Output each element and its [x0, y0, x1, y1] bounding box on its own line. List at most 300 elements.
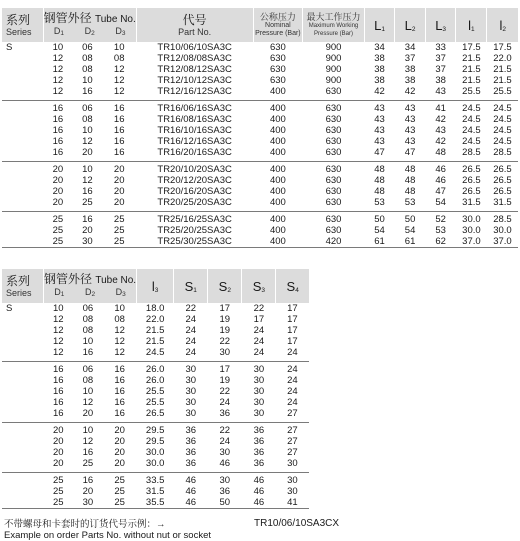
table-cell: 48 — [435, 147, 446, 158]
table-cell: 43 — [374, 114, 385, 125]
d3-header: D3 — [115, 25, 126, 37]
series-cell: S — [6, 303, 13, 314]
table-cell: 16 — [82, 447, 94, 458]
series-cell — [2, 436, 43, 447]
table-cell: 12 — [52, 53, 64, 64]
table-cell: TR12/08/12SA3C — [157, 64, 232, 75]
table-cell: 25 — [43, 236, 73, 248]
table-cell: 06 — [82, 303, 94, 314]
table-cell: 17 — [208, 362, 242, 376]
table-cell: 46 — [242, 473, 276, 487]
table-cell: TR25/30/25SA3C — [136, 236, 253, 248]
table-cell: 20 — [114, 436, 125, 447]
table-cell: 22 — [185, 303, 197, 314]
table-cell: TR16/10/16SA3C — [157, 125, 232, 136]
table-row — [2, 136, 518, 147]
table-cell: 30.0 — [462, 225, 481, 236]
table-cell: 48 — [374, 186, 385, 197]
table-cell: 21.5 — [493, 64, 512, 75]
table-cell: 400 — [269, 114, 286, 125]
table-cell: 37 — [435, 64, 446, 75]
table-cell: 17 — [287, 314, 298, 325]
table-cell: 48 — [374, 175, 385, 186]
table-cell: 26.5 — [493, 175, 512, 186]
i2-header: l2 — [487, 8, 518, 42]
table-cell: 36 — [185, 447, 197, 458]
table-cell: 16 — [82, 186, 93, 197]
table-cell: 24 — [185, 336, 197, 347]
table-cell: 47 — [374, 147, 385, 158]
table-cell: 24 — [287, 386, 298, 397]
table-cell: 54 — [404, 225, 416, 236]
s3-header: S3 — [242, 269, 276, 303]
table-cell: 08 — [82, 375, 94, 386]
table-cell: 12 — [113, 86, 125, 97]
table-row — [2, 447, 309, 458]
table-row — [2, 325, 309, 336]
table-cell: 30 — [253, 408, 265, 419]
table-cell: 18.0 — [145, 303, 165, 314]
table-cell: 41 — [276, 497, 309, 509]
table-cell: 25 — [102, 212, 136, 226]
table-cell: 24 — [276, 362, 309, 376]
table-cell: 630 — [325, 86, 342, 97]
table-cell: 12 — [82, 136, 93, 147]
series-cell — [2, 125, 43, 136]
series-cell — [2, 114, 43, 125]
table-row — [2, 347, 309, 362]
table-cell: 24.5 — [462, 136, 481, 147]
table-cell: TR10/06/10SA3C — [157, 42, 232, 53]
table-cell: 12 — [114, 325, 125, 336]
table-cell: 38 — [374, 64, 385, 75]
table-cell: 24 — [287, 347, 298, 358]
table-row — [2, 101, 518, 115]
table-cell: 61 — [395, 236, 426, 248]
table-cell: 38 — [404, 75, 416, 86]
table-cell: 47 — [435, 186, 446, 197]
table-cell: 36 — [253, 436, 265, 447]
table-cell: TR25/16/25SA3C — [136, 212, 253, 226]
table-cell: 25 — [43, 497, 73, 509]
table-cell: 24.5 — [145, 347, 165, 358]
series-cell — [2, 386, 43, 397]
table-cell: 24 — [185, 325, 197, 336]
series-cell — [2, 447, 43, 458]
table-cell: 22.0 — [493, 53, 512, 64]
table-cell: 24 — [253, 325, 265, 336]
table-cell: 08 — [114, 314, 125, 325]
table-cell: 46 — [435, 175, 446, 186]
series-cell — [2, 423, 43, 437]
table-cell: 36 — [253, 458, 265, 469]
table-cell: 25 — [103, 497, 137, 509]
table-cell: 16 — [82, 86, 93, 97]
table-cell: 24.5 — [487, 101, 518, 115]
table-cell: 37.0 — [487, 236, 518, 248]
table-cell: 20 — [114, 447, 125, 458]
table-cell: 900 — [325, 53, 342, 64]
series-cell — [2, 64, 43, 75]
table-cell: 16 — [43, 362, 73, 376]
series-cell — [2, 212, 43, 226]
table-cell: 25 — [113, 225, 125, 236]
table-row — [2, 423, 309, 437]
table-cell: 28.5 — [493, 147, 512, 158]
table-cell: 16 — [114, 408, 125, 419]
table-cell: 26.0 — [145, 375, 165, 386]
table-cell: 29.5 — [145, 436, 165, 447]
table-cell: TR12/08/08SA3C — [157, 53, 232, 64]
table-cell: 37 — [404, 53, 416, 64]
specification-table-2 — [2, 269, 309, 509]
d1-header: D1 — [53, 25, 65, 37]
table-cell: 41 — [425, 101, 456, 115]
table-cell: 10 — [73, 423, 103, 437]
table-cell: 06 — [73, 101, 103, 115]
table-cell: 400 — [269, 136, 286, 147]
table-cell: 30 — [287, 486, 298, 497]
table-cell: 630 — [269, 64, 286, 75]
table-cell: 21.5 — [145, 325, 165, 336]
series-cell — [2, 362, 43, 376]
table-cell: 33 — [435, 42, 446, 53]
d2-header: D2 — [84, 286, 96, 298]
table-cell: 22 — [253, 303, 265, 314]
table-cell: 46 — [174, 473, 208, 487]
table-cell: 16 — [113, 125, 125, 136]
table-cell: 630 — [269, 42, 286, 53]
table-cell: 30 — [208, 473, 242, 487]
table-cell: TR20/25/20SA3C — [157, 197, 232, 208]
table-cell: 46 — [185, 486, 197, 497]
table-cell: TR16/06/16SA3C — [136, 101, 253, 115]
table-cell: 12 — [82, 175, 93, 186]
table-cell: 48 — [395, 162, 426, 176]
table-row — [2, 86, 518, 101]
tube-header: 钢管外径 Tube No. D1 D2 D3 — [43, 8, 136, 42]
table-cell: 30 — [287, 458, 298, 469]
series-header: 系列 Series — [2, 8, 43, 42]
table-cell: 630 — [325, 175, 342, 186]
table-cell: 630 — [269, 53, 286, 64]
table-cell: 12 — [52, 64, 64, 75]
table-cell: 25 — [52, 486, 64, 497]
table-cell: 30 — [185, 408, 197, 419]
part-no-header: 代号 Part No. — [136, 8, 253, 42]
table-cell: 400 — [253, 212, 303, 226]
table-cell: 400 — [253, 101, 303, 115]
table-cell: 08 — [82, 53, 93, 64]
table-row — [2, 362, 309, 376]
table-row — [2, 386, 309, 397]
table-cell: 630 — [303, 101, 365, 115]
table-cell: 900 — [325, 64, 342, 75]
table-cell: 31.5 — [145, 486, 165, 497]
series-cell — [2, 486, 43, 497]
table-cell: 20 — [113, 197, 125, 208]
order-note-en: Example on order Parts No. without nut or socket — [4, 530, 211, 541]
series-cell — [2, 375, 43, 386]
table-cell: 17 — [287, 303, 298, 314]
table-row — [2, 236, 518, 248]
table-cell: 30.0 — [145, 447, 165, 458]
table-row — [2, 64, 518, 75]
table-cell: 28.5 — [487, 212, 518, 226]
table-cell: 27 — [287, 436, 298, 447]
d1-header: D1 — [54, 286, 65, 298]
table-cell: 22.0 — [145, 314, 165, 325]
table-cell: 30 — [219, 447, 231, 458]
table-cell: 24.5 — [493, 114, 512, 125]
table-cell: 61 — [364, 236, 395, 248]
table-cell: 08 — [82, 325, 94, 336]
series-cell — [2, 186, 43, 197]
table-cell: 12 — [52, 336, 64, 347]
series-cell — [2, 325, 43, 336]
table-cell: 24 — [219, 397, 231, 408]
table-cell: 400 — [253, 162, 303, 176]
table-cell: TR16/12/16SA3C — [157, 136, 232, 147]
table-cell: 42 — [435, 114, 446, 125]
table-row — [2, 53, 518, 64]
table-cell: 31.5 — [462, 197, 481, 208]
table-cell: 46 — [219, 458, 231, 469]
table-cell: 25 — [43, 473, 73, 487]
table-cell: 24.5 — [493, 125, 512, 136]
table-cell: 10 — [73, 162, 103, 176]
table-row — [2, 162, 518, 176]
table-cell: 21.5 — [462, 64, 481, 75]
table-cell: 25 — [102, 236, 136, 248]
series-cell — [2, 225, 43, 236]
table-cell: 24.5 — [456, 101, 487, 115]
table-cell: 24 — [253, 336, 265, 347]
table-cell: 30 — [185, 375, 197, 386]
table-cell: 26.5 — [462, 175, 481, 186]
table-cell: 30 — [253, 375, 265, 386]
table-cell: 34 — [404, 42, 416, 53]
table-cell: 46 — [242, 497, 276, 509]
table-cell: 48 — [404, 186, 416, 197]
table-row — [2, 197, 518, 212]
series-cell — [2, 397, 43, 408]
table-cell: 25.5 — [145, 397, 165, 408]
table-cell: 12 — [114, 347, 125, 358]
table-cell: 17 — [219, 303, 231, 314]
table-row — [2, 114, 518, 125]
table-cell: 43 — [404, 114, 416, 125]
table-cell: 16 — [52, 114, 64, 125]
i1-header: l1 — [456, 8, 487, 42]
table-cell: 16 — [43, 101, 73, 115]
table-cell: 22 — [219, 386, 231, 397]
table-cell: 24 — [253, 347, 265, 358]
table-cell: 30.0 — [456, 212, 487, 226]
table-cell: 16 — [52, 375, 64, 386]
table-cell: 12 — [82, 436, 94, 447]
table-cell: 20 — [113, 175, 125, 186]
table-cell: 47 — [404, 147, 416, 158]
table-cell: 19 — [219, 314, 231, 325]
table-cell: 22 — [219, 336, 231, 347]
d2-header: D2 — [84, 25, 95, 37]
table-2-header — [2, 269, 309, 303]
l2-header: L2 — [395, 8, 426, 42]
table-cell: 24 — [219, 436, 231, 447]
table-cell: 900 — [325, 75, 342, 86]
series-cell — [2, 101, 43, 115]
table-cell: 25.5 — [493, 86, 512, 97]
table-cell: 16 — [114, 375, 125, 386]
table-cell: 30 — [185, 397, 197, 408]
table-cell: 06 — [73, 362, 103, 376]
series-cell — [2, 75, 43, 86]
table-cell: 19 — [219, 325, 231, 336]
i3-header: l3 — [137, 269, 174, 303]
table-cell: 30.0 — [145, 458, 165, 469]
table-cell: 400 — [269, 125, 286, 136]
table-cell: 30 — [185, 386, 197, 397]
table-cell: 12 — [52, 325, 64, 336]
table-cell: 10 — [82, 336, 94, 347]
table-cell: 36 — [253, 447, 265, 458]
table-cell: 53 — [374, 197, 385, 208]
table-cell: 20 — [102, 162, 136, 176]
table-cell: TR20/10/20SA3C — [136, 162, 253, 176]
table-cell: 16 — [113, 136, 125, 147]
series-cell — [2, 236, 43, 248]
table-cell: 62 — [425, 236, 456, 248]
table-cell: 20 — [43, 423, 73, 437]
table-cell: 30 — [73, 497, 103, 509]
table-cell: 26.5 — [487, 162, 518, 176]
series-cell — [2, 86, 43, 101]
table-cell: 12 — [114, 336, 125, 347]
table-cell: 08 — [113, 53, 125, 64]
table-cell: 26.5 — [493, 186, 512, 197]
table-cell: 43 — [395, 101, 426, 115]
table-cell: 20 — [43, 162, 73, 176]
table-cell: 16 — [82, 347, 94, 358]
series-cell — [2, 347, 43, 362]
table-cell: 630 — [325, 225, 342, 236]
table-cell: 36 — [174, 423, 208, 437]
table-cell: 400 — [269, 197, 286, 208]
table-cell: 10 — [52, 42, 64, 53]
table-cell: 25 — [43, 212, 73, 226]
table-cell: 21.5 — [493, 75, 512, 86]
table-cell: 24 — [185, 347, 197, 358]
table-cell: 08 — [82, 64, 93, 75]
table-2-body — [2, 303, 309, 509]
table-cell: 06 — [82, 42, 93, 53]
table-cell: 26.5 — [462, 186, 481, 197]
table-cell: 30 — [73, 236, 103, 248]
table-cell: 20 — [52, 197, 64, 208]
table-cell: 20 — [82, 147, 93, 158]
table-cell: 33.5 — [137, 473, 174, 487]
table-cell: 30 — [242, 362, 276, 376]
table-cell: 37 — [435, 53, 446, 64]
table-cell: 17 — [287, 336, 298, 347]
table-cell: 20 — [52, 175, 64, 186]
table-cell: 24.5 — [462, 125, 481, 136]
s4-header: S4 — [276, 269, 309, 303]
table-cell: 26.5 — [145, 408, 165, 419]
table-row — [2, 212, 518, 226]
table-cell: 30 — [253, 386, 265, 397]
table-cell: 24 — [185, 314, 197, 325]
table-cell: TR20/16/20SA3C — [157, 186, 232, 197]
table-cell: 20 — [52, 436, 64, 447]
table-row — [2, 458, 309, 473]
table-cell: 24.5 — [493, 136, 512, 147]
table-cell: 38 — [435, 75, 446, 86]
series-header: 系列 Series — [2, 269, 43, 303]
table-cell: 24 — [287, 397, 298, 408]
table-cell: 12 — [113, 64, 125, 75]
table-cell: 630 — [325, 197, 342, 208]
table-cell: 630 — [325, 114, 342, 125]
table-cell: 34 — [374, 42, 385, 53]
table-cell: 420 — [303, 236, 365, 248]
table-cell: 400 — [269, 147, 286, 158]
table-cell: 25 — [82, 458, 94, 469]
table-cell: TR25/20/25SA3C — [157, 225, 232, 236]
table-cell: 630 — [303, 212, 365, 226]
table-cell: 48 — [364, 162, 395, 176]
d3-header: D3 — [115, 286, 126, 298]
order-example-part-no: TR10/06/10SA3CX — [254, 518, 340, 529]
table-cell: 54 — [374, 225, 385, 236]
series-cell — [2, 147, 43, 162]
table-row — [2, 225, 518, 236]
table-cell: 12 — [52, 86, 64, 97]
table-1-body — [2, 42, 518, 248]
table-cell: 30 — [174, 362, 208, 376]
table-row — [2, 336, 309, 347]
table-cell: 46 — [253, 486, 265, 497]
table-cell: 400 — [269, 175, 286, 186]
table-cell: 43 — [404, 136, 416, 147]
series-cell — [2, 497, 43, 509]
table-cell: 43 — [374, 125, 385, 136]
table-row — [2, 375, 309, 386]
nominal-pressure-header: 公称压力 Nominal Pressure (Bar) — [253, 8, 303, 42]
series-cell — [2, 175, 43, 186]
table-cell: 21.5 — [462, 53, 481, 64]
table-cell: 30.0 — [493, 225, 512, 236]
table-cell: 36 — [219, 486, 231, 497]
table-cell: 16 — [113, 114, 125, 125]
table-cell: 53 — [435, 225, 446, 236]
table-cell: 400 — [253, 236, 303, 248]
table-cell: 24 — [287, 375, 298, 386]
table-cell: 16 — [73, 212, 103, 226]
table-cell: 36 — [185, 436, 197, 447]
table-cell: 42 — [374, 86, 385, 97]
table-cell: 20 — [114, 458, 125, 469]
table-cell: 12 — [52, 314, 64, 325]
table-cell: 36 — [242, 423, 276, 437]
table-cell: 27 — [287, 447, 298, 458]
series-cell — [2, 162, 43, 176]
table-cell: 16 — [52, 397, 64, 408]
table-cell: 38 — [374, 53, 385, 64]
table-cell: 36 — [185, 458, 197, 469]
table-cell: 21.5 — [145, 336, 165, 347]
